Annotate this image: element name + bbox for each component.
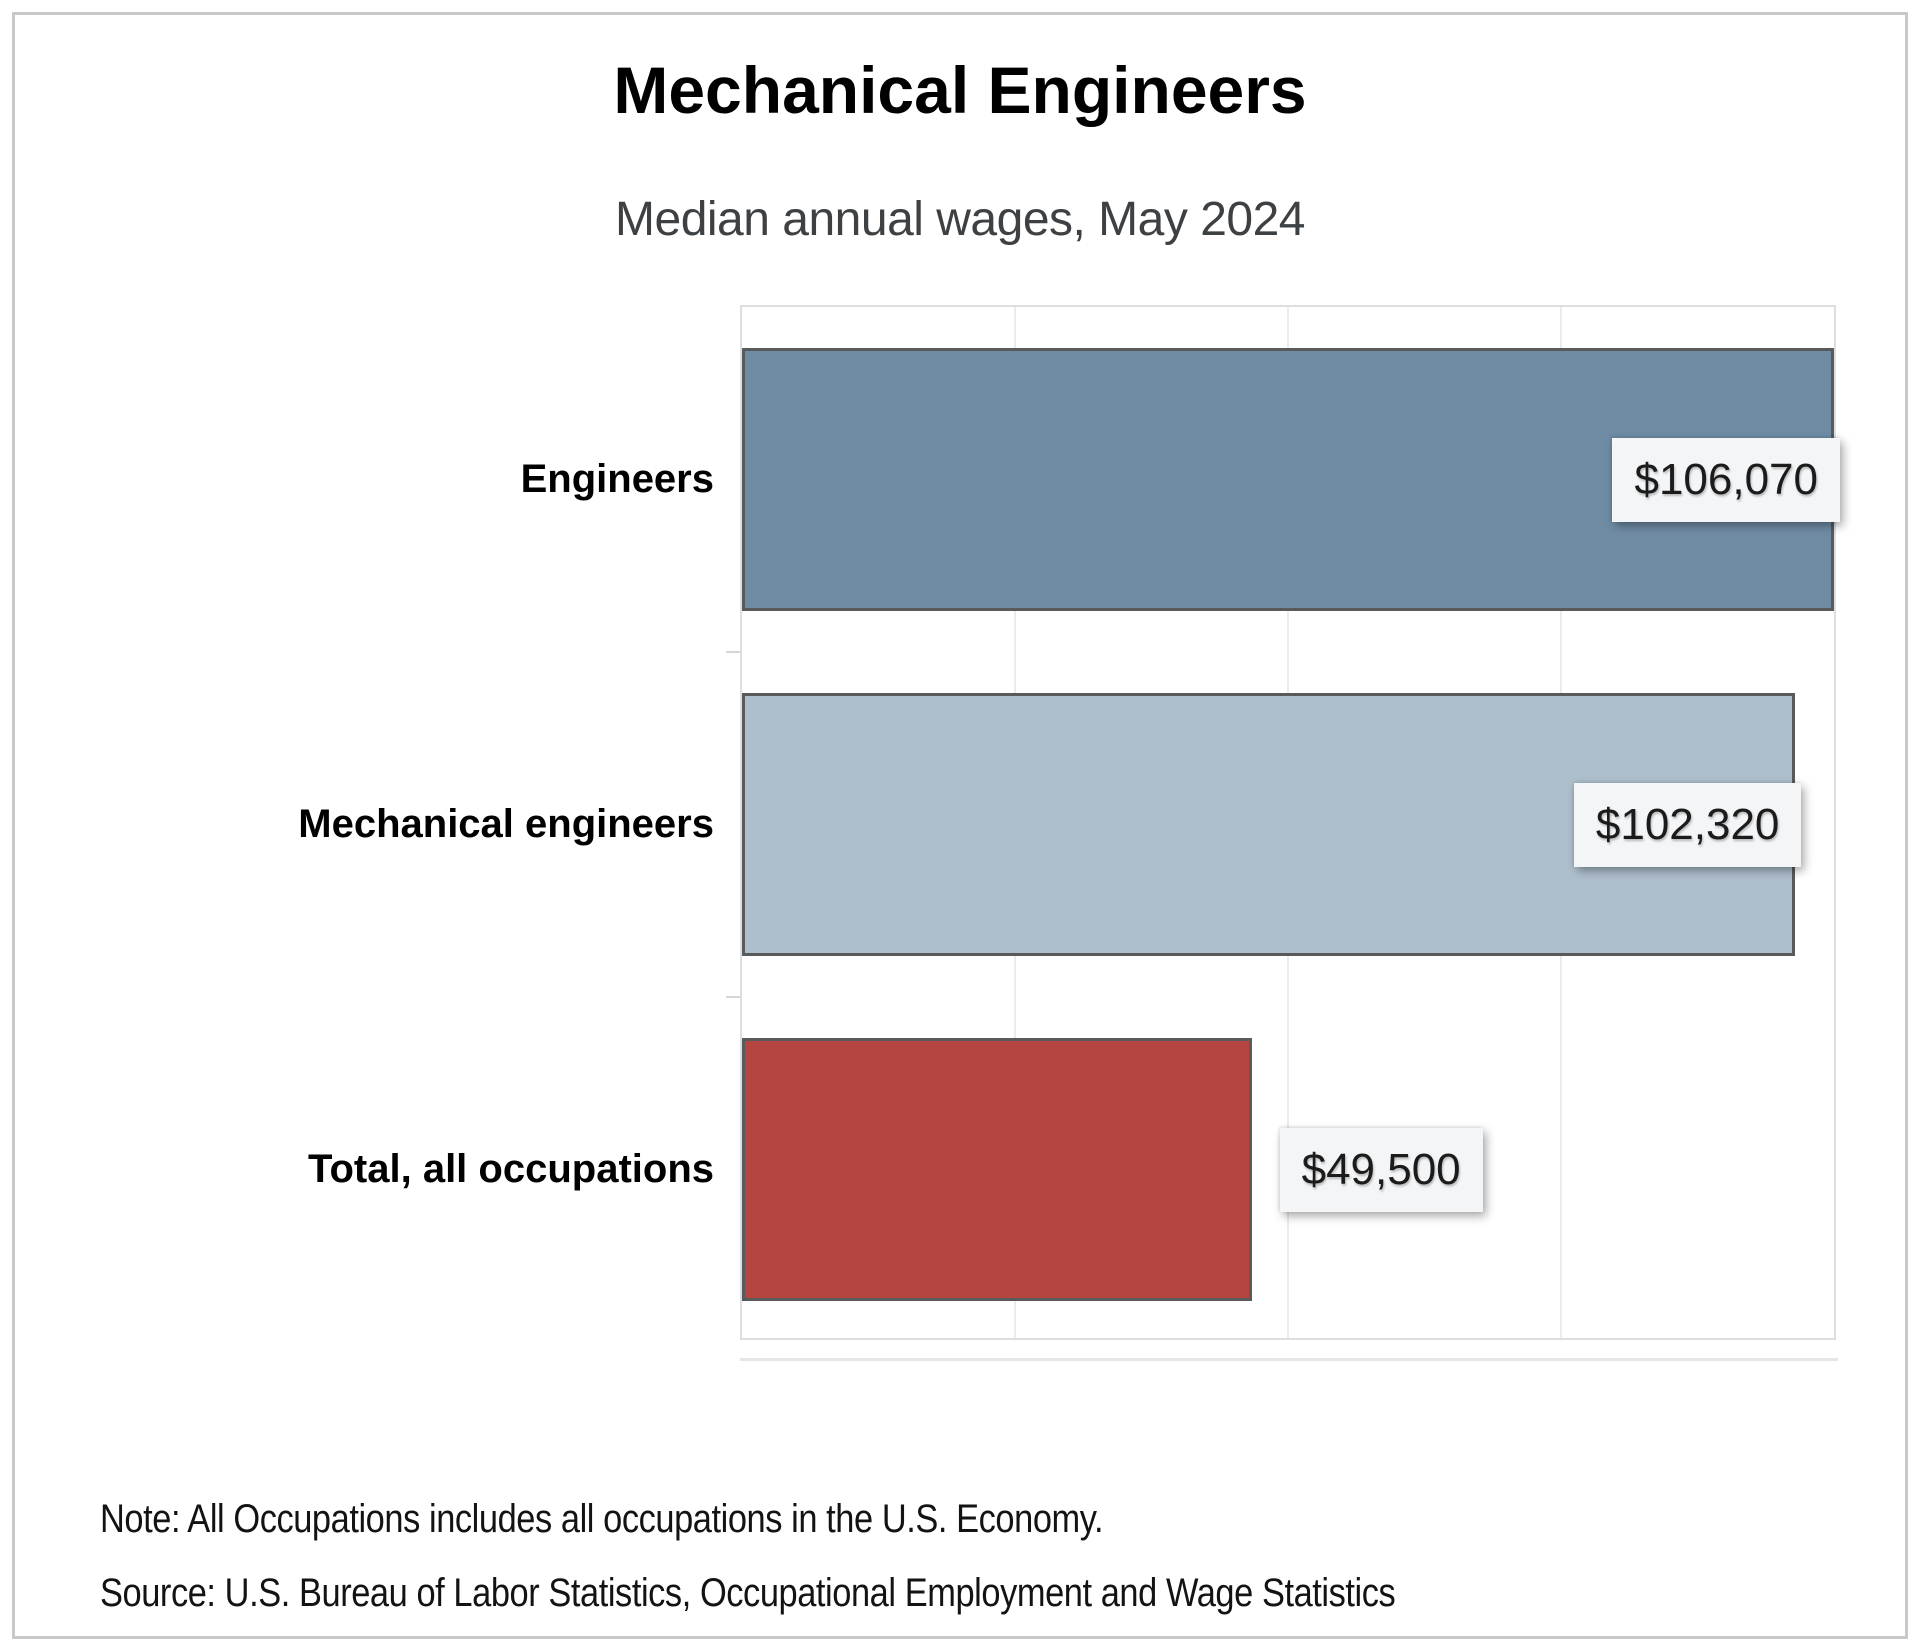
bar-row-mechanical-engineers [298,652,1834,997]
chart-title: Mechanical Engineers [613,53,1307,127]
chart-subtitle: Median annual wages, May 2024 [615,193,1305,246]
bar-total-all-occupations [742,1038,1252,1301]
value-label-total-all-occupations: $49,500 [1280,1128,1483,1212]
plot-area [298,305,1836,1340]
source-text: Source: U.S. Bureau of Labor Statistics, Occupational Employment and Wage Statistics [100,1571,1396,1615]
bar-row-engineers [520,307,1834,652]
value-label-engineers: $106,070 [1612,438,1840,522]
category-label-mechanical-engineers: Mechanical engineers [298,802,714,846]
category-label-total-all-occupations: Total, all occupations [308,1147,714,1191]
x-axis-line [740,1358,1838,1361]
category-label-engineers: Engineers [520,457,714,501]
value-label-mechanical-engineers: $102,320 [1574,783,1802,867]
footnotes [100,1482,1395,1630]
bar-row-total-all-occupations [308,997,1834,1342]
note-text: Note: All Occupations includes all occupations in the U.S. Economy. [100,1497,1104,1541]
